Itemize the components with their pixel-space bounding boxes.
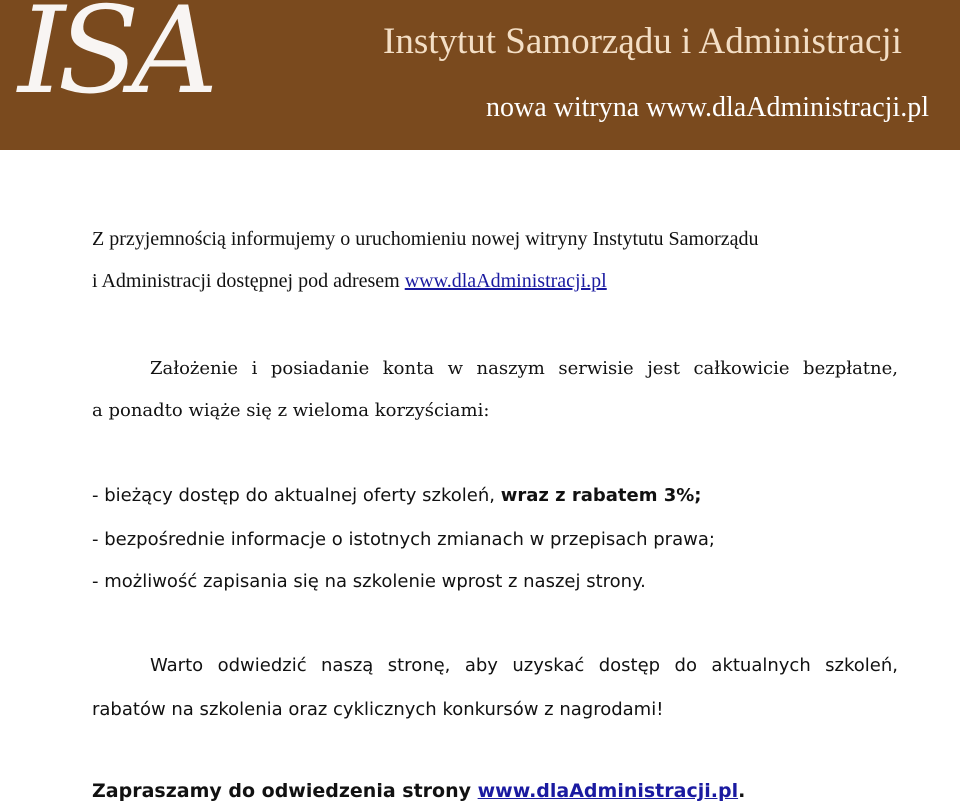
benefit-item-1-text: - bieżący dostęp do aktualnej oferty szkoleń, [92, 485, 501, 506]
closing-text: Zapraszamy do odwiedzenia strony [92, 780, 478, 802]
site-link-intro[interactable]: www.dlaAdministracji.pl [404, 270, 607, 292]
header-banner [0, 0, 960, 150]
discount-highlight: wraz z rabatem 3%; [500, 485, 702, 506]
paragraph-1-line-1: Założenie i posiadanie konta w naszym serwisie jest całkowicie bezpłatne, [150, 358, 898, 379]
closing-line [92, 780, 745, 802]
intro-line-2-text: i Administracji dostępnej pod adresem [92, 270, 405, 292]
closing-period: . [738, 780, 746, 802]
benefit-item-3: - możliwość zapisania się na szkolenie wprost z naszej strony. [92, 571, 646, 592]
paragraph-2-line-1: Warto odwiedzić naszą stronę, aby uzyskać dostęp do aktualnych szkoleń, [150, 655, 898, 676]
logo: ISA [18, 0, 211, 121]
intro-line-2 [92, 270, 607, 293]
intro-line-1: Z przyjemnością informujemy o uruchomieniu nowej witryny Instytutu Samorządu [92, 228, 759, 250]
institute-title: Instytut Samorządu i Administracji [383, 21, 902, 62]
benefit-item-2: - bezpośrednie informacje o istotnych zmianach w przepisach prawa; [92, 529, 715, 550]
new-site-subtitle: nowa witryna www.dlaAdministracji.pl [486, 92, 929, 123]
paragraph-1-line-2: a ponadto wiąże się z wieloma korzyściami: [92, 400, 490, 421]
paragraph-2-line-2: rabatów na szkolenia oraz cyklicznych konkursów z nagrodami! [92, 699, 664, 720]
site-link-closing[interactable]: www.dlaAdministracji.pl [477, 780, 739, 802]
benefit-item-1 [92, 485, 701, 506]
